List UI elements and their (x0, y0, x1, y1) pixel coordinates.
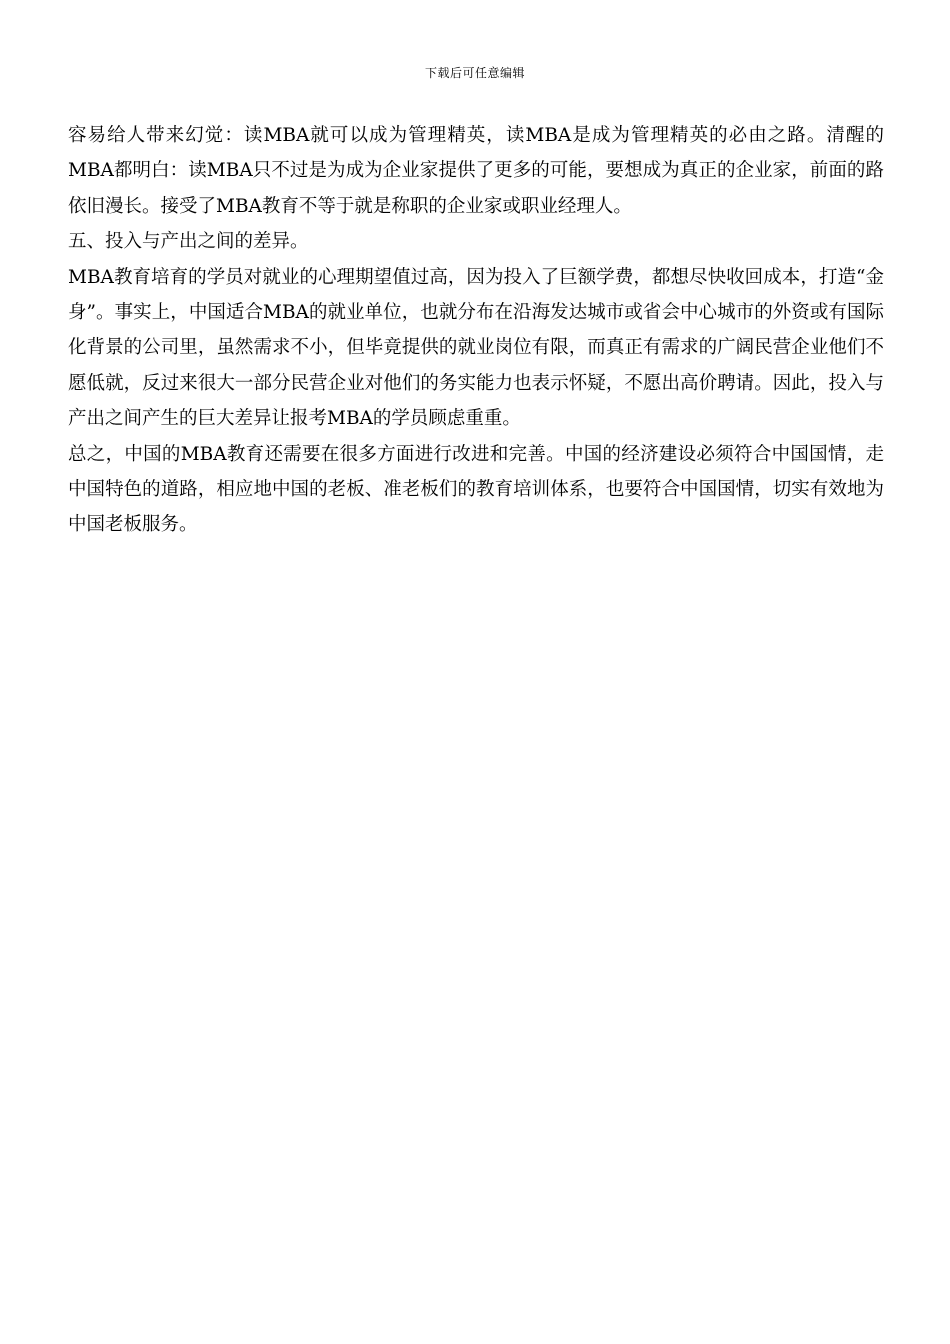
page-header: 下载后可任意编辑 (424, 66, 525, 80)
paragraph-conclusion: 总之，中国的MBA教育还需要在很多方面进行改进和完善。中国的经济建设必须符合中国国情，走中国特色的道路，相应地中国的老板、准老板们的教育培训体系，也要符合中国国情，切实有效地为中国老板服务。 (68, 443, 884, 536)
document-body (68, 118, 884, 543)
paragraph-input-output-gap: MBA教育培育的学员对就业的心理期望值过高，因为投入了巨额学费，都想尽快收回成本，打造“金身”。事实上，中国适合MBA的就业单位，也就分布在沿海发达城市或省会中心城市的外资或有国际化背景的公司里，虽然需求不小，但毕竟提供的就业岗位有限，而真正有需求的广阔民营企业他们不愿低就，反过来很大一部分民营企业对他们的务实能力也表示怀疑，不愿出高价聘请。因此，投入与产出之间产生的巨大差异让报考MBA的学员顾虑重重。 (68, 266, 884, 430)
paragraph-mba-illusion: 容易给人带来幻觉：读MBA就可以成为管理精英，读MBA是成为管理精英的必由之路。清醒的MBA都明白：读MBA只不过是为成为企业家提供了更多的可能，要想成为真正的企业家，前面的路依旧漫长。接受了MBA教育不等于就是称职的企业家或职业经理人。 (68, 125, 884, 217)
section-heading-input-output: 五、投入与产出之间的差异。 (68, 231, 309, 253)
